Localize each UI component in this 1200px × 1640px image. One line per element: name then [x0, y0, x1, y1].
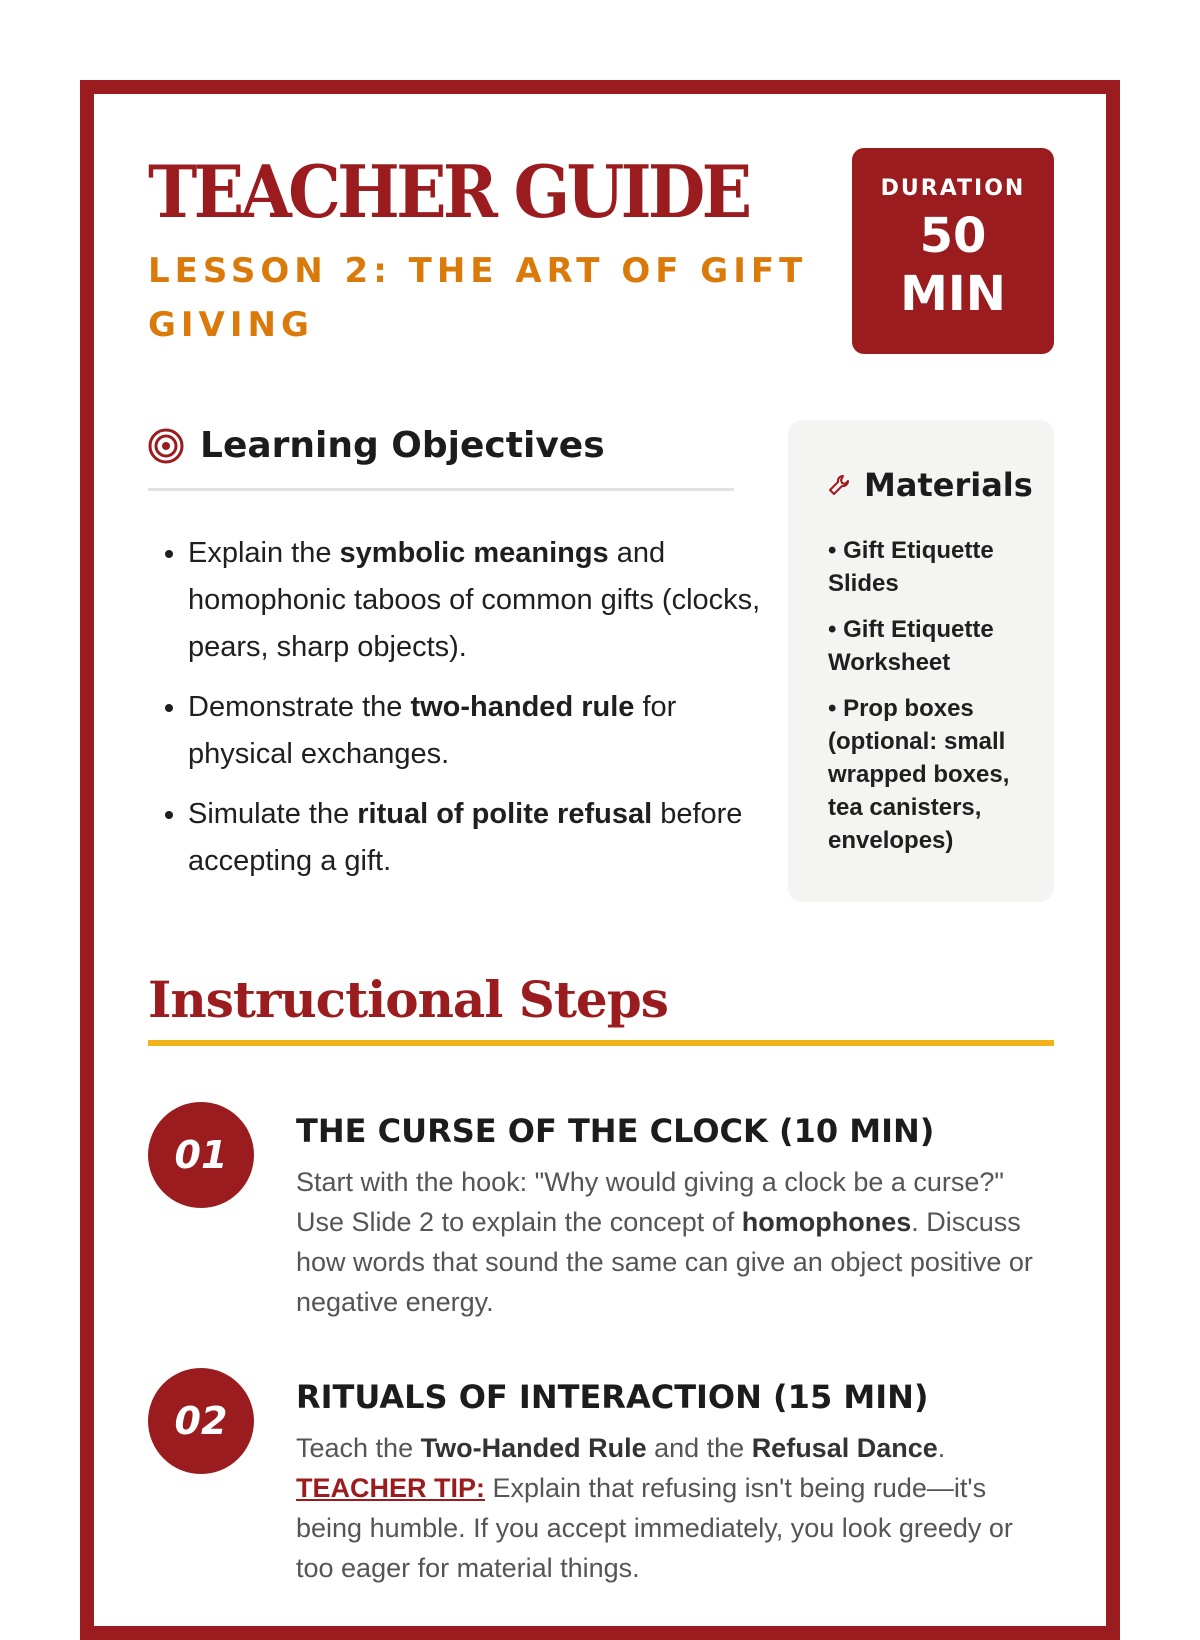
- step-text: and the: [646, 1433, 752, 1463]
- step-emphasis: Two-Handed Rule: [420, 1433, 647, 1463]
- step-text: .: [937, 1433, 946, 1463]
- step-number: 02: [148, 1368, 254, 1474]
- wrench-icon: [828, 474, 850, 496]
- material-item: • Gift Etiquette Slides: [828, 537, 994, 597]
- material-item: • Prop boxes (optional: small wrapped boxes, tea canisters, envelopes): [828, 695, 1010, 854]
- objective-text: before accepting a gift.: [188, 798, 743, 877]
- step-emphasis: Refusal Dance: [751, 1433, 938, 1463]
- step-body: [296, 1162, 1056, 1322]
- step-text: Teach the: [296, 1433, 421, 1463]
- objective-emphasis: two-handed rule: [410, 691, 635, 723]
- material-item: • Gift Etiquette Worksheet: [828, 616, 994, 676]
- objectives-heading: Learning Objectives: [200, 425, 605, 466]
- objectives-list: [148, 530, 788, 898]
- step-body: [296, 1428, 1056, 1588]
- step-title: RITUALS OF INTERACTION (15 MIN): [296, 1378, 929, 1416]
- teacher-tip-label: TEACHER TIP:: [296, 1473, 485, 1503]
- objective-text: Simulate the: [188, 798, 358, 830]
- objective-emphasis: ritual of polite refusal: [357, 798, 653, 830]
- duration-value: 50 MIN: [900, 208, 1006, 322]
- materials-panel: [788, 420, 1054, 902]
- materials-heading: Materials: [864, 466, 1033, 504]
- step-emphasis: homophones: [741, 1207, 912, 1237]
- duration-badge: [852, 148, 1054, 354]
- lesson-subtitle: LESSON 2: THE ART OF GIFT GIVING: [148, 251, 808, 345]
- objective-text: and homophonic taboos of common gifts (clocks, pears, sharp objects).: [188, 537, 761, 663]
- objective-text: for physical exchanges.: [188, 691, 677, 770]
- step-title: THE CURSE OF THE CLOCK (10 MIN): [296, 1112, 935, 1150]
- objective-item: [188, 791, 788, 885]
- step-text: . Discuss how words that sound the same can give an object positive or negative energy.: [296, 1207, 1033, 1317]
- objective-item: [188, 684, 788, 778]
- step-number: 01: [148, 1102, 254, 1208]
- step-text: Start with the hook: "Why would giving a clock be a curse?" Use Slide 2 to explain the concept of: [296, 1167, 1005, 1237]
- steps-heading: Instructional Steps: [148, 970, 668, 1029]
- duration-label: DURATION: [880, 176, 1026, 201]
- objective-text: Explain the: [188, 537, 340, 569]
- objective-item: [188, 530, 788, 671]
- objective-text: Demonstrate the: [188, 691, 411, 723]
- target-icon: [148, 428, 184, 464]
- objectives-header: [148, 422, 734, 491]
- teacher-tip-text: Explain that refusing isn't being rude—it's being humble. If you accept immediately, you look greedy or too eager for material things.: [296, 1473, 1013, 1583]
- page-title: TEACHER GUIDE: [148, 149, 749, 234]
- objective-emphasis: symbolic meanings: [339, 537, 609, 569]
- materials-list: [828, 534, 1028, 870]
- steps-divider: [148, 1040, 1054, 1046]
